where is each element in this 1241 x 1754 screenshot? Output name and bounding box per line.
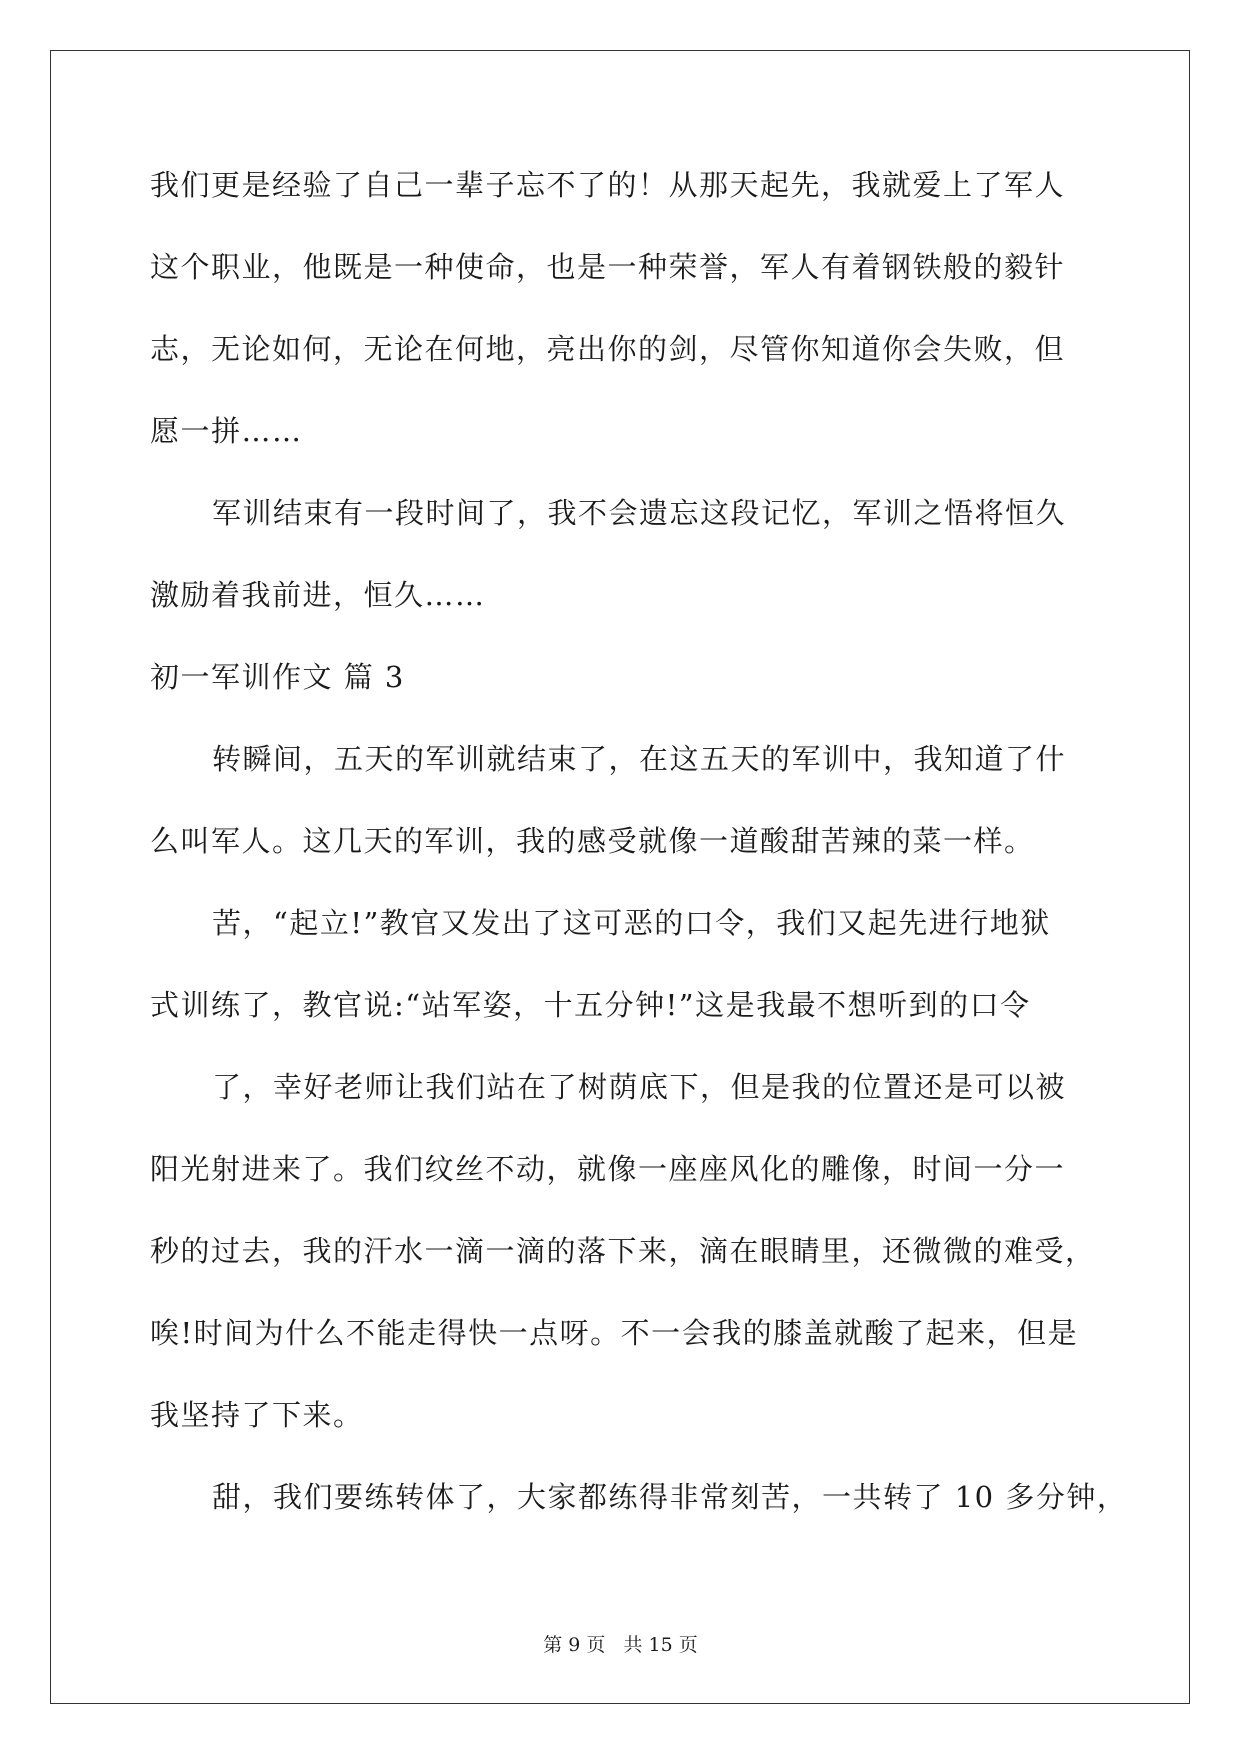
text-line: 激励着我前进，恒久……: [150, 578, 486, 612]
text-line: 志，无论如何，无论在何地，亮出你的剑，尽管你知道你会失败，但: [150, 332, 1066, 366]
text-line: 苦，“起立!”教官又发出了这可恶的口令，我们又起先进行地狱: [212, 906, 1051, 940]
text-line: 这个职业，他既是一种使命，也是一种荣誉，军人有着钢铁般的毅针: [150, 250, 1066, 284]
text-line: 秒的过去，我的汗水一滴一滴的落下来，滴在眼睛里，还微微的难受，: [150, 1234, 1096, 1268]
text-line: 愿一拼……: [150, 414, 303, 448]
text-line: 了，幸好老师让我们站在了树荫底下，但是我的位置还是可以被: [212, 1070, 1067, 1104]
text-line: 转瞬间，五天的军训就结束了，在这五天的军训中，我知道了什: [212, 742, 1067, 776]
text-line: 式训练了，教官说:“站军姿，十五分钟!”这是我最不想听到的口令: [150, 988, 1031, 1022]
text-line: 我们更是经验了自己一辈子忘不了的！从那天起先，我就爱上了军人: [150, 168, 1066, 202]
text-line: 唉!时间为什么不能走得快一点呀。不一会我的膝盖就酸了起来，但是: [150, 1316, 1079, 1350]
page-total: 共 15 页: [623, 1634, 698, 1656]
section-heading: 初一军训作文 篇 3: [150, 660, 405, 694]
text-line: 甜，我们要练转体了，大家都练得非常刻苦，一共转了 10 多分钟，: [212, 1480, 1128, 1514]
text-line: 么叫军人。这几天的军训，我的感受就像一道酸甜苦辣的菜一样。: [150, 824, 1035, 858]
document-body: [150, 160, 1128, 1554]
page-footer: [0, 1630, 1241, 1657]
page-number: 第 9 页: [543, 1634, 606, 1656]
text-line: 军训结束有一段时间了，我不会遗忘这段记忆，军训之悟将恒久: [212, 496, 1067, 530]
text-line: 我坚持了下来。: [150, 1398, 364, 1432]
text-line: 阳光射进来了。我们纹丝不动，就像一座座风化的雕像，时间一分一: [150, 1152, 1066, 1186]
